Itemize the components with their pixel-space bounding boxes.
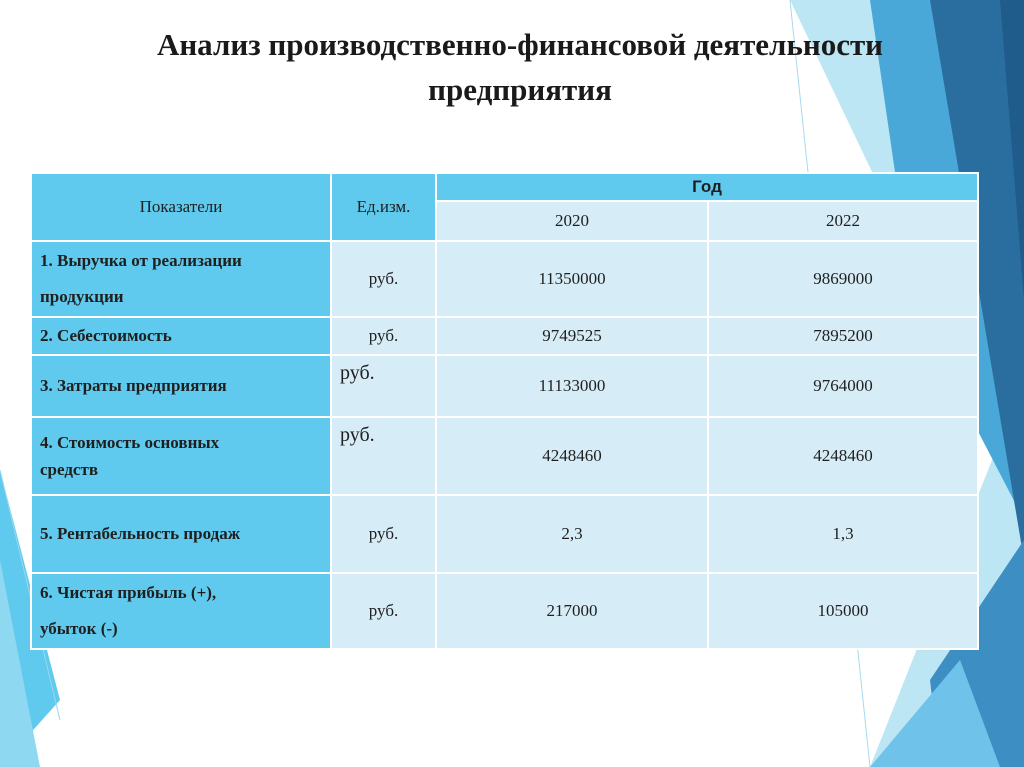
title-line-2: предприятия	[428, 72, 612, 107]
header-year-2022: 2022	[708, 201, 978, 241]
table-row	[31, 355, 978, 417]
row-label	[31, 317, 331, 355]
header-year-2020: 2020	[436, 201, 708, 241]
title-line-1: Анализ производственно-финансовой деятельности	[156, 27, 884, 62]
value-2022: 7895200	[708, 317, 978, 355]
header-year: Год	[436, 173, 978, 201]
row-unit: руб.	[331, 417, 436, 495]
table-row	[31, 573, 978, 649]
value-2020: 9749525	[436, 317, 708, 355]
row-label-line1: 1. Выручка от реализации	[40, 251, 242, 270]
financial-table	[30, 172, 979, 650]
row-label-line1: 3. Затраты предприятия	[40, 376, 227, 395]
row-label-line1: 4. Стоимость основных	[40, 433, 220, 452]
value-2022: 4248460	[708, 417, 978, 495]
value-2020: 11350000	[436, 241, 708, 317]
table-row	[31, 317, 978, 355]
value-2020: 217000	[436, 573, 708, 649]
row-unit: руб.	[331, 317, 436, 355]
row-label-line2: средств	[40, 460, 98, 479]
value-2022: 1,3	[708, 495, 978, 573]
value-2020: 4248460	[436, 417, 708, 495]
row-unit: руб.	[331, 495, 436, 573]
row-label	[31, 355, 331, 417]
header-unit: Ед.изм.	[331, 173, 436, 241]
value-2022: 105000	[708, 573, 978, 649]
header-indicator: Показатели	[31, 173, 331, 241]
value-2022: 9764000	[708, 355, 978, 417]
row-unit: руб.	[331, 241, 436, 317]
row-unit: руб.	[331, 355, 436, 417]
row-unit: руб.	[331, 573, 436, 649]
table-row	[31, 495, 978, 573]
row-label-line1: 5. Рентабельность продаж	[40, 524, 241, 543]
table-row	[31, 417, 978, 495]
row-label	[31, 573, 331, 649]
row-label	[31, 241, 331, 317]
row-label	[31, 417, 331, 495]
table-row	[31, 241, 978, 317]
row-label-line2: убыток (-)	[40, 619, 118, 638]
row-label-line1: 2. Себестоимость	[40, 326, 172, 345]
value-2020: 11133000	[436, 355, 708, 417]
value-2022: 9869000	[708, 241, 978, 317]
slide-title	[60, 22, 980, 112]
row-label-line2: продукции	[40, 287, 124, 306]
row-label-line1: 6. Чистая прибыль (+),	[40, 583, 217, 602]
row-label	[31, 495, 331, 573]
value-2020: 2,3	[436, 495, 708, 573]
